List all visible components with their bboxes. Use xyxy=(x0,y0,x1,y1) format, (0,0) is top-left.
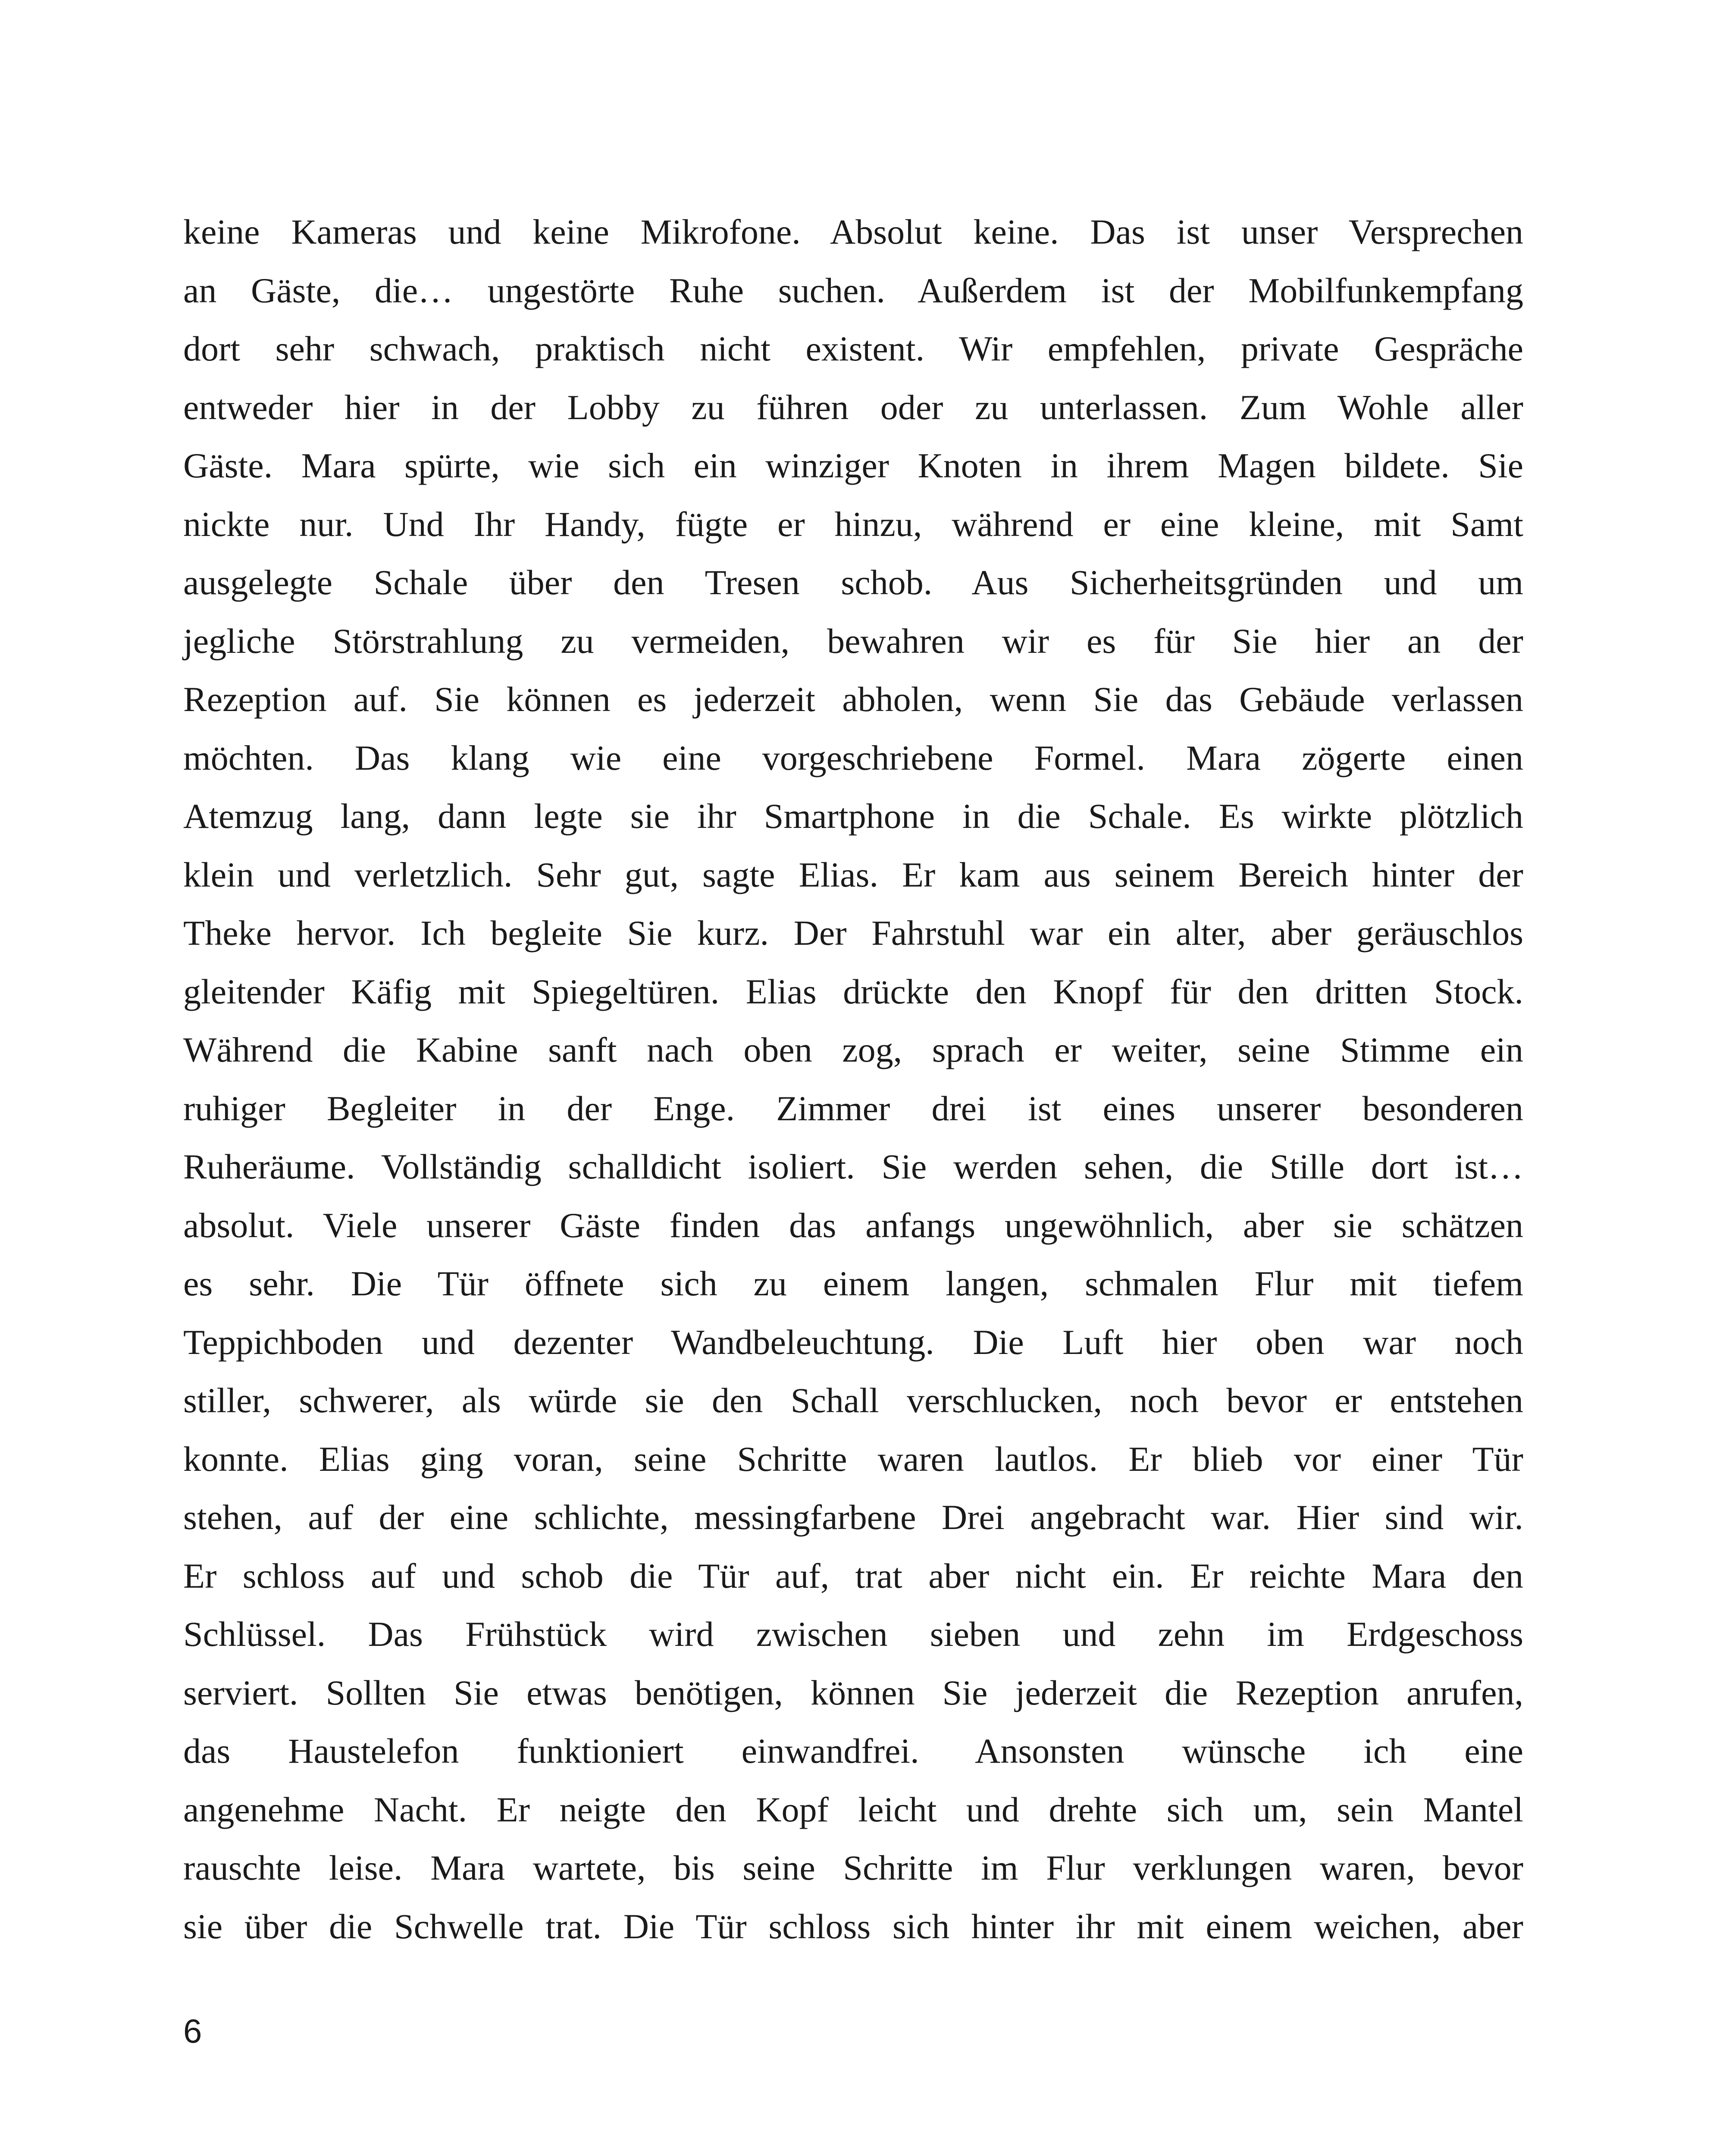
text-line: angenehme Nacht. Er neigte den Kopf leicht und drehte sich um, sein Mantel xyxy=(183,1789,1523,1829)
text-line: keine Kameras und keine Mikrofone. Absolut keine. Das ist unser Versprechen xyxy=(183,212,1523,251)
text-line: Er schloss auf und schob die Tür auf, trat aber nicht ein. Er reichte Mara den xyxy=(183,1556,1523,1595)
text-line: absolut. Viele unserer Gäste finden das anfangs ungewöhnlich, aber sie schätzen xyxy=(183,1205,1523,1245)
text-line: ruhiger Begleiter in der Enge. Zimmer drei ist eines unserer besonderen xyxy=(183,1088,1523,1128)
text-line: Teppichboden und dezenter Wandbeleuchtung. Die Luft hier oben war noch xyxy=(183,1322,1523,1362)
text-line: an Gäste, die… ungestörte Ruhe suchen. Außerdem ist der Mobilfunkempfang xyxy=(183,270,1523,310)
text-line: es sehr. Die Tür öffnete sich zu einem langen, schmalen Flur mit tiefem xyxy=(183,1264,1523,1303)
text-line: gleitender Käfig mit Spiegeltüren. Elias drückte den Knopf für den dritten Stock. xyxy=(183,971,1523,1011)
text-line: konnte. Elias ging voran, seine Schritte waren lautlos. Er blieb vor einer Tür xyxy=(183,1439,1523,1479)
text-line: Schlüssel. Das Frühstück wird zwischen sieben und zehn im Erdgeschoss xyxy=(183,1614,1523,1654)
text-line: sie über die Schwelle trat. Die Tür schloss sich hinter ihr mit einem weichen, aber xyxy=(183,1906,1523,1946)
text-line: Atemzug lang, dann legte sie ihr Smartphone in die Schale. Es wirkte plötzlich xyxy=(183,796,1523,836)
body-text xyxy=(183,203,1523,1955)
text-line: entweder hier in der Lobby zu führen oder zu unterlassen. Zum Wohle aller xyxy=(183,387,1523,427)
text-line: das Haustelefon funktioniert einwandfrei. Ansonsten wünsche ich eine xyxy=(183,1731,1523,1771)
text-line: serviert. Sollten Sie etwas benötigen, können Sie jederzeit die Rezeption anrufen, xyxy=(183,1673,1523,1712)
text-line: Rezeption auf. Sie können es jederzeit abholen, wenn Sie das Gebäude verlassen xyxy=(183,680,1523,719)
page-number: 6 xyxy=(183,2012,202,2050)
text-line: Ruheräume. Vollständig schalldicht isoliert. Sie werden sehen, die Stille dort ist… xyxy=(183,1147,1523,1186)
text-line: jegliche Störstrahlung zu vermeiden, bewahren wir es für Sie hier an der xyxy=(183,621,1523,661)
text-line: Während die Kabine sanft nach oben zog, sprach er weiter, seine Stimme ein xyxy=(183,1030,1523,1069)
text-line: rauschte leise. Mara wartete, bis seine Schritte im Flur verklungen waren, bevor xyxy=(183,1848,1523,1887)
text-line: ausgelegte Schale über den Tresen schob. Aus Sicherheitsgründen und um xyxy=(183,563,1523,602)
text-line: klein und verletzlich. Sehr gut, sagte Elias. Er kam aus seinem Bereich hinter der xyxy=(183,855,1523,894)
text-line: Theke hervor. Ich begleite Sie kurz. Der Fahrstuhl war ein alter, aber geräuschlos xyxy=(183,913,1523,953)
text-line: dort sehr schwach, praktisch nicht existent. Wir empfehlen, private Gespräche xyxy=(183,329,1523,368)
text-line: nickte nur. Und Ihr Handy, fügte er hinzu, während er eine kleine, mit Samt xyxy=(183,504,1523,544)
text-line: stiller, schwerer, als würde sie den Schall verschlucken, noch bevor er entstehen xyxy=(183,1381,1523,1420)
text-line: Gäste. Mara spürte, wie sich ein winziger Knoten in ihrem Magen bildete. Sie xyxy=(183,446,1523,485)
text-line: möchten. Das klang wie eine vorgeschriebene Formel. Mara zögerte einen xyxy=(183,738,1523,777)
text-line: stehen, auf der eine schlichte, messingfarbene Drei angebracht war. Hier sind wir. xyxy=(183,1498,1523,1537)
